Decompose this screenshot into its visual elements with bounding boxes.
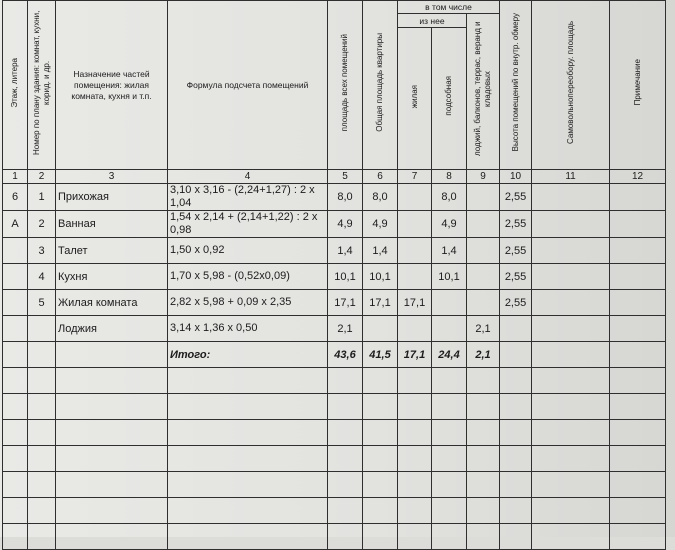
- column-number: 8: [432, 170, 467, 184]
- note-cell: [610, 290, 666, 316]
- note-cell: [610, 211, 666, 238]
- living-area-cell: [398, 211, 432, 238]
- column-number: 10: [500, 170, 532, 184]
- empty-row: [3, 420, 666, 446]
- totals-loggia: 2,1: [467, 342, 500, 368]
- column-number: 7: [398, 170, 432, 184]
- empty-row: [3, 472, 666, 498]
- totals-label: Итого:: [168, 342, 328, 368]
- loggia-area-cell: [467, 211, 500, 238]
- table-row: [3, 211, 666, 238]
- column-number: 5: [328, 170, 363, 184]
- area-cell: 4,9: [328, 211, 363, 238]
- area-cell: 10,1: [328, 264, 363, 290]
- unauthorized-cell: [532, 290, 610, 316]
- height-cell: 2,55: [500, 290, 532, 316]
- totals-total-area: 41,5: [363, 342, 398, 368]
- room-name-cell: Кухня: [56, 264, 168, 290]
- table-row: [3, 290, 666, 316]
- empty-row: [3, 498, 666, 524]
- living-area-cell: [398, 184, 432, 211]
- unauthorized-cell: [532, 238, 610, 264]
- living-area-cell: [398, 238, 432, 264]
- formula-cell: 1,54 x 2,14 + (2,14+1,22) : 2 x 0,98: [168, 211, 328, 238]
- header-height: Высота помещений по внутр. обмеру: [500, 1, 532, 170]
- area-cell: 2,1: [328, 316, 363, 342]
- room-number-cell: 1: [28, 184, 56, 211]
- total-area-cell: 1,4: [363, 238, 398, 264]
- header-formula: Формула подсчета помещений: [168, 1, 328, 170]
- header-unauthorized: Самовольнопереобору. площадь: [532, 1, 610, 170]
- header-all-area: площадь всех помещений: [328, 1, 363, 170]
- header-in-that-number: в том числе: [398, 1, 500, 14]
- aux-area-cell: 4,9: [432, 211, 467, 238]
- loggia-area-cell: [467, 238, 500, 264]
- area-cell: 8,0: [328, 184, 363, 211]
- floor-cell: 6: [3, 184, 28, 211]
- height-cell: 2,55: [500, 184, 532, 211]
- room-area-table: [2, 0, 666, 550]
- total-area-cell: 17,1: [363, 290, 398, 316]
- living-area-cell: [398, 316, 432, 342]
- formula-cell: 2,82 x 5,98 + 0,09 x 2,35: [168, 290, 328, 316]
- totals-aux: 24,4: [432, 342, 467, 368]
- header-total-area: Общая площадь квартиры: [363, 1, 398, 170]
- table-row: [3, 184, 666, 211]
- header-room-number: Номер по плану здания: комнат, кухни, корид. и др.: [28, 1, 56, 170]
- room-number-cell: 5: [28, 290, 56, 316]
- floor-cell: [3, 238, 28, 264]
- floor-cell: [3, 290, 28, 316]
- totals-row: [3, 342, 666, 368]
- room-name-cell: Прихожая: [56, 184, 168, 211]
- empty-row: [3, 394, 666, 420]
- totals-living: 17,1: [398, 342, 432, 368]
- floor-cell: А: [3, 211, 28, 238]
- header-purpose: Назначение частей помещения: жилая комната, кухня и т.п.: [56, 1, 168, 170]
- note-cell: [610, 184, 666, 211]
- table-row: [3, 316, 666, 342]
- unauthorized-cell: [532, 211, 610, 238]
- header-floor: Этаж, литера: [3, 1, 28, 170]
- height-cell: 2,55: [500, 211, 532, 238]
- aux-area-cell: 10,1: [432, 264, 467, 290]
- unauthorized-cell: [532, 184, 610, 211]
- room-number-cell: 2: [28, 211, 56, 238]
- empty-row: [3, 446, 666, 472]
- unauthorized-cell: [532, 264, 610, 290]
- room-number-cell: 4: [28, 264, 56, 290]
- totals-area: 43,6: [328, 342, 363, 368]
- column-number: 11: [532, 170, 610, 184]
- loggia-area-cell: 2,1: [467, 316, 500, 342]
- unauthorized-cell: [532, 316, 610, 342]
- table-row: [3, 264, 666, 290]
- header-loggia: лоджий, балконов, террас, веранд и кладовых: [467, 14, 500, 170]
- room-number-cell: 3: [28, 238, 56, 264]
- height-cell: [500, 316, 532, 342]
- aux-area-cell: 8,0: [432, 184, 467, 211]
- floor-cell: [3, 264, 28, 290]
- column-number: 2: [28, 170, 56, 184]
- living-area-cell: [398, 264, 432, 290]
- room-name-cell: Лоджия: [56, 316, 168, 342]
- room-number-cell: [28, 316, 56, 342]
- note-cell: [610, 238, 666, 264]
- area-cell: 1,4: [328, 238, 363, 264]
- header-of-it: из нее: [398, 14, 467, 28]
- formula-cell: 3,10 x 3,16 - (2,24+1,27) : 2 x 1,04: [168, 184, 328, 211]
- total-area-cell: [363, 316, 398, 342]
- total-area-cell: 8,0: [363, 184, 398, 211]
- area-cell: 17,1: [328, 290, 363, 316]
- aux-area-cell: 1,4: [432, 238, 467, 264]
- aux-area-cell: [432, 290, 467, 316]
- room-name-cell: Талет: [56, 238, 168, 264]
- header-living: жилая: [398, 28, 432, 170]
- loggia-area-cell: [467, 264, 500, 290]
- height-cell: 2,55: [500, 264, 532, 290]
- note-cell: [610, 264, 666, 290]
- header-row: [3, 1, 666, 14]
- loggia-area-cell: [467, 290, 500, 316]
- column-number: 1: [3, 170, 28, 184]
- formula-cell: 1,50 x 0,92: [168, 238, 328, 264]
- header-note: Примечание: [610, 1, 666, 170]
- empty-row: [3, 368, 666, 394]
- loggia-area-cell: [467, 184, 500, 211]
- table-row: [3, 238, 666, 264]
- header-aux: подсобная: [432, 28, 467, 170]
- living-area-cell: 17,1: [398, 290, 432, 316]
- room-name-cell: Жилая комната: [56, 290, 168, 316]
- aux-area-cell: [432, 316, 467, 342]
- column-number: 12: [610, 170, 666, 184]
- height-cell: 2,55: [500, 238, 532, 264]
- column-number-row: [3, 170, 666, 184]
- room-name-cell: Ванная: [56, 211, 168, 238]
- formula-cell: 1,70 x 5,98 - (0,52x0,09): [168, 264, 328, 290]
- column-number: 4: [168, 170, 328, 184]
- floor-cell: [3, 316, 28, 342]
- column-number: 9: [467, 170, 500, 184]
- column-number: 6: [363, 170, 398, 184]
- formula-cell: 3,14 x 1,36 x 0,50: [168, 316, 328, 342]
- total-area-cell: 10,1: [363, 264, 398, 290]
- column-number: 3: [56, 170, 168, 184]
- note-cell: [610, 316, 666, 342]
- total-area-cell: 4,9: [363, 211, 398, 238]
